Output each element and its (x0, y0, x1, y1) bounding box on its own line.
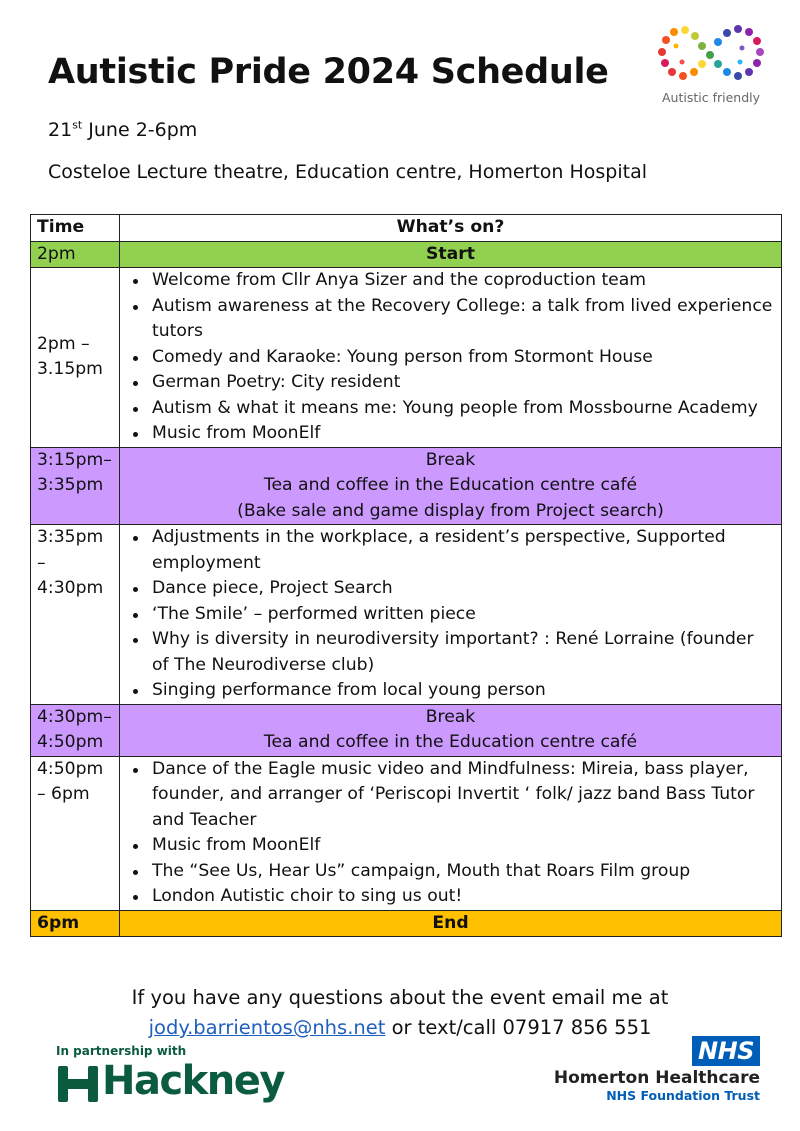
list-item: Why is diversity in neurodiversity important? : René Lorraine (founder of The Neurodiverse club) (152, 627, 775, 678)
schedule-table (30, 214, 782, 937)
break-line: Tea and coffee in the Education centre café (263, 475, 638, 495)
hackney-name: Hackney (102, 1058, 284, 1104)
activity-list (126, 525, 775, 704)
table-row-break-1 (31, 447, 782, 525)
event-date (48, 119, 197, 141)
list-item: Singing performance from local young person (152, 678, 775, 704)
break-line: (Bake sale and game display from Project search) (237, 500, 664, 521)
list-item: Music from MoonElf (152, 421, 775, 447)
row-time: 3:35pm – 4:30pm (31, 525, 120, 705)
row-break (120, 704, 782, 756)
autistic-friendly-logo (652, 22, 770, 108)
list-item: Dance of the Eagle music video and Mindfulness: Mireia, bass player, founder, and arranger of ‘Periscopi Invertit ‘ folk/ jazz band Bass Tutor and Teacher (152, 757, 775, 834)
nhs-logo (540, 1036, 760, 1116)
list-item: London Autistic choir to sing us out! (152, 884, 775, 910)
activity-list (126, 268, 775, 447)
autistic-friendly-label: Autistic friendly (661, 90, 760, 105)
table-row-break-2 (31, 704, 782, 756)
row-event-end: End (120, 910, 782, 937)
email-link[interactable]: jody.barrientos@nhs.net (148, 1016, 386, 1039)
row-activities (120, 756, 782, 910)
infinity-dots-icon (652, 22, 770, 88)
row-time: 2pm – 3.15pm (31, 268, 120, 448)
table-row-end (31, 910, 782, 937)
list-item: ‘The Smile’ – performed written piece (152, 602, 775, 628)
date-day: 21 (48, 119, 73, 141)
list-item: German Poetry: City resident (152, 370, 775, 396)
row-time: 4:30pm– 4:50pm (31, 704, 120, 756)
row-time: 3:15pm– 3:35pm (31, 447, 120, 525)
table-row-start (31, 241, 782, 268)
header-whats-on: What’s on? (120, 215, 782, 242)
row-time: 6pm (31, 910, 120, 937)
list-item: Adjustments in the workplace, a resident’s perspective, Supported employment (152, 525, 775, 576)
contact-info (0, 983, 800, 1043)
table-row-session-2 (31, 525, 782, 705)
table-row-session-3 (31, 756, 782, 910)
break-heading: Break (425, 706, 476, 727)
break-line: Tea and coffee in the Education centre café (263, 732, 638, 752)
list-item: Music from MoonElf (152, 833, 775, 859)
list-item: The “See Us, Hear Us” campaign, Mouth that Roars Film group (152, 859, 775, 885)
activity-list (126, 757, 775, 910)
nhs-badge: NHS (692, 1036, 760, 1066)
hackney-logo (56, 1044, 286, 1114)
hackney-h-icon (56, 1064, 100, 1104)
row-event-start: Start (120, 241, 782, 268)
list-item: Comedy and Karaoke: Young person from Stormont House (152, 345, 775, 371)
row-time: 4:50pm – 6pm (31, 756, 120, 910)
date-suffix: st (72, 118, 83, 132)
page-title: Autistic Pride 2024 Schedule (48, 52, 609, 92)
list-item: Autism awareness at the Recovery College: a talk from lived experience tutors (152, 294, 775, 345)
break-heading: Break (425, 449, 476, 470)
nhs-org-name: Homerton Healthcare (553, 1068, 760, 1088)
date-rest: June 2-6pm (82, 119, 198, 141)
row-activities (120, 268, 782, 448)
table-row-session-1 (31, 268, 782, 448)
row-activities (120, 525, 782, 705)
list-item: Welcome from Cllr Anya Sizer and the coproduction team (152, 268, 775, 294)
contact-line-1: If you have any questions about the event email me at (131, 986, 669, 1009)
row-time: 2pm (31, 241, 120, 268)
hackney-tagline: In partnership with (56, 1044, 187, 1058)
header-time: Time (31, 215, 120, 242)
row-break (120, 447, 782, 525)
event-venue: Costeloe Lecture theatre, Education centre, Homerton Hospital (48, 161, 648, 183)
nhs-trust-name: NHS Foundation Trust (606, 1088, 760, 1103)
table-header-row (31, 215, 782, 242)
list-item: Autism & what it means me: Young people from Mossbourne Academy (152, 396, 775, 422)
contact-phone: or text/call 07917 856 551 (385, 1016, 652, 1039)
list-item: Dance piece, Project Search (152, 576, 775, 602)
